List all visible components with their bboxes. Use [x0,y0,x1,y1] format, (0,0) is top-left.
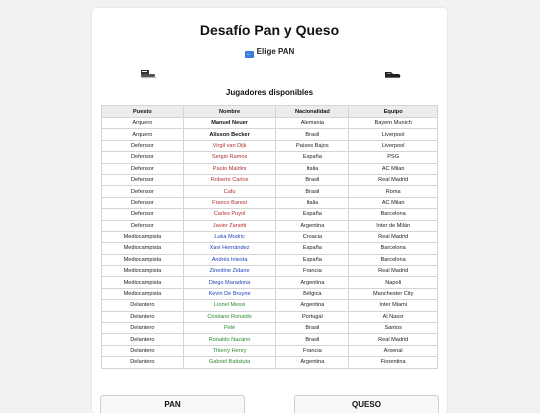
cell-nombre: Kevin De Bruyne [183,288,276,299]
cell-nacionalidad: Bélgica [276,288,349,299]
table-row[interactable] [102,197,438,208]
table-row[interactable] [102,129,438,140]
arrow-left-icon: ← [246,51,253,57]
table-row[interactable] [102,220,438,231]
cell-nombre: Virgil van Dijk [183,140,276,151]
cell-puesto: Mediocampista [102,277,184,288]
cell-puesto: Delantero [102,357,184,368]
cell-nombre: Paolo Maldini [183,163,276,174]
cell-nacionalidad: España [276,243,349,254]
cell-nombre: Cristiano Ronaldo [183,311,276,322]
cell-equipo: Real Madrid [349,334,438,345]
cell-puesto: Defensor [102,140,184,151]
cell-nacionalidad: Italia [276,163,349,174]
boot-left-icon [138,69,158,79]
page-title: Desafío Pan y Queso [199,22,340,38]
table-row[interactable] [102,323,438,334]
cell-puesto: Delantero [102,311,184,322]
cell-nacionalidad: España [276,209,349,220]
cell-equipo: AC Milan [349,163,438,174]
table-row[interactable] [102,118,438,129]
table-row[interactable] [102,140,438,151]
cell-equipo: Real Madrid [349,266,438,277]
cell-equipo: Real Madrid [349,174,438,185]
table-row[interactable] [102,152,438,163]
cell-nombre: Franco Baresi [183,197,276,208]
cell-puesto: Defensor [102,163,184,174]
pan-button[interactable]: PAN [100,395,245,413]
cell-nombre: Alisson Becker [183,129,276,140]
cell-nacionalidad: Francia [276,345,349,356]
players-table [101,105,438,369]
table-row[interactable] [102,266,438,277]
table-row[interactable] [102,243,438,254]
cell-nacionalidad: Argentina [276,277,349,288]
cell-equipo: Inter de Milán [349,220,438,231]
cell-nacionalidad: Italia [276,197,349,208]
cell-equipo: Al Nassr [349,311,438,322]
table-row[interactable] [102,174,438,185]
cell-puesto: Defensor [102,197,184,208]
cell-puesto: Mediocampista [102,231,184,242]
players-table-body [102,118,438,369]
cell-puesto: Delantero [102,345,184,356]
turn-indicator [92,47,447,58]
cell-equipo: Inter Miami [349,300,438,311]
cell-nombre: Xavi Hernández [183,243,276,254]
cell-nacionalidad: Argentina [276,300,349,311]
cell-nombre: Andrés Iniesta [183,254,276,265]
table-row[interactable] [102,277,438,288]
cell-equipo: AC Milan [349,197,438,208]
cell-puesto: Defensor [102,209,184,220]
cell-nacionalidad: España [276,254,349,265]
cell-puesto: Delantero [102,334,184,345]
cell-equipo: Barcelona [349,254,438,265]
column-header-puesto: Puesto [102,106,184,118]
cell-equipo: Manchester City [349,288,438,299]
cell-nombre: Cafu [183,186,276,197]
table-row[interactable] [102,231,438,242]
cell-equipo: Arsenal [349,345,438,356]
cell-nacionalidad: Portugal [276,311,349,322]
cell-puesto: Defensor [102,220,184,231]
cell-equipo: Barcelona [349,243,438,254]
available-players-heading: Jugadores disponibles [225,88,314,97]
cell-puesto: Mediocampista [102,243,184,254]
cell-nacionalidad: Brasil [276,334,349,345]
table-row[interactable] [102,163,438,174]
table-row[interactable] [102,209,438,220]
cell-nacionalidad: Brasil [276,174,349,185]
cell-puesto: Mediocampista [102,288,184,299]
cell-nombre: Luka Modric [183,231,276,242]
table-row[interactable] [102,186,438,197]
cell-nombre: Pelé [183,323,276,334]
cell-equipo: Santos [349,323,438,334]
cell-nacionalidad: Argentina [276,220,349,231]
game-card [92,8,447,413]
cell-puesto: Arquero [102,129,184,140]
cell-nacionalidad: Croacia [276,231,349,242]
cell-nombre: Gabriel Batistuta [183,357,276,368]
cell-puesto: Mediocampista [102,266,184,277]
table-row[interactable] [102,357,438,368]
cell-puesto: Defensor [102,186,184,197]
column-header-equipo: Equipo [349,106,438,118]
table-header-row [102,106,438,118]
cell-puesto: Delantero [102,300,184,311]
cell-nombre: Thierry Henry [183,345,276,356]
cell-nacionalidad: Brasil [276,186,349,197]
column-header-nombre: Nombre [183,106,276,118]
cell-nacionalidad: Países Bajos [276,140,349,151]
cell-equipo: Roma [349,186,438,197]
cell-puesto: Defensor [102,174,184,185]
cell-nacionalidad: Brasil [276,129,349,140]
cell-puesto: Delantero [102,323,184,334]
boot-right-icon [382,69,402,79]
cell-puesto: Mediocampista [102,254,184,265]
table-row[interactable] [102,300,438,311]
cell-equipo: Barcelona [349,209,438,220]
cell-nacionalidad: España [276,152,349,163]
cell-equipo: Napoli [349,277,438,288]
column-header-nacionalidad: Nacionalidad [276,106,349,118]
cell-puesto: Defensor [102,152,184,163]
cell-nombre: Sergio Ramos [183,152,276,163]
queso-button[interactable]: QUESO [294,395,439,413]
cell-nombre: Carles Puyol [183,209,276,220]
cell-nombre: Roberto Carlos [183,174,276,185]
table-row[interactable] [102,288,438,299]
cell-nombre: Zinedine Zidane [183,266,276,277]
cell-puesto: Arquero [102,118,184,129]
cell-nombre: Javier Zanetti [183,220,276,231]
cell-equipo: Liverpool [349,140,438,151]
cell-equipo: Fiorentina [349,357,438,368]
cell-nombre: Diego Maradona [183,277,276,288]
table-row[interactable] [102,334,438,345]
table-row[interactable] [102,311,438,322]
table-row[interactable] [102,254,438,265]
cell-nombre: Lionel Messi [183,300,276,311]
cell-equipo: Bayern Munich [349,118,438,129]
cell-equipo: PSG [349,152,438,163]
cell-nacionalidad: Argentina [276,357,349,368]
cell-equipo: Real Madrid [349,231,438,242]
cell-nacionalidad: Francia [276,266,349,277]
turn-label: Elige PAN [256,47,295,56]
cell-equipo: Liverpool [349,129,438,140]
cell-nacionalidad: Alemania [276,118,349,129]
cell-nacionalidad: Brasil [276,323,349,334]
cell-nombre: Ronaldo Nazário [183,334,276,345]
cell-nombre: Manuel Neuer [183,118,276,129]
table-row[interactable] [102,345,438,356]
